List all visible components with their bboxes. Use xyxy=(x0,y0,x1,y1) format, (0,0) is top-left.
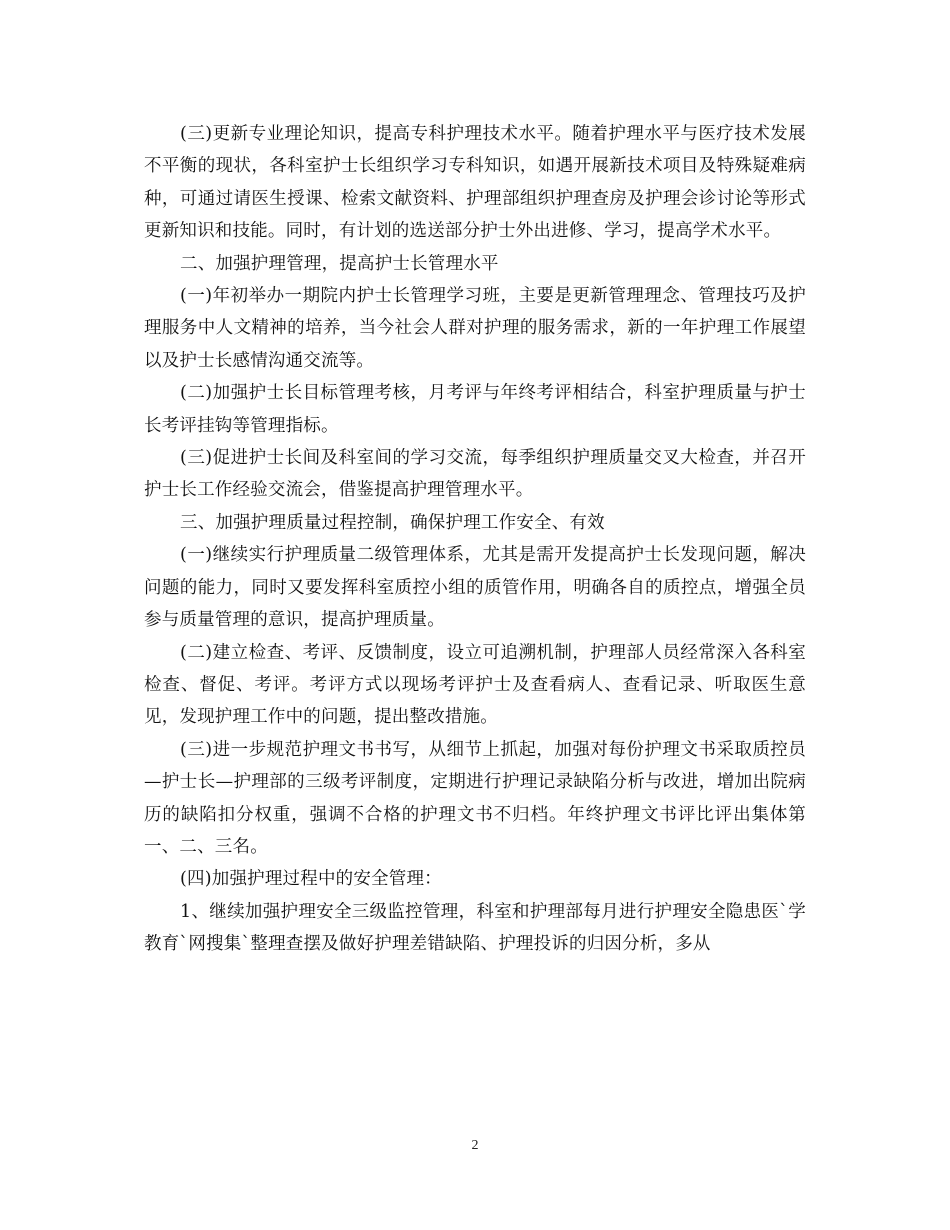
section-heading-3: 三、加强护理质量过程控制，确保护理工作安全、有效 xyxy=(180,512,605,533)
paragraph-safety-heading: (四)加强护理过程中的安全管理： xyxy=(180,869,442,890)
paragraph-target-assessment: (二)加强护士长目标管理考核，月考评与年终考评相结合，科室护理质量与护士长考评挂钩等管理指标。 xyxy=(144,383,806,436)
paragraph-safety-monitoring: 1、继续加强护理安全三级监控管理，科室和护理部每月进行护理安全隐患医`学教育`网搜集`整理查摆及做好护理差错缺陷、护理投诉的归因分析，多从 xyxy=(144,901,806,955)
page-number: 2 xyxy=(471,1138,479,1153)
paragraph-update-knowledge: (三)更新专业理论知识，提高专科护理技术水平。随着护理水平与医疗技术发展不平衡的现状，各科室护士长组织学习专科知识，如遇开展新技术项目及特殊疑难病种，可通过请医生授课、检索文献资料、护理部组织护理查房及护理会诊讨论等形式更新知识和技能。同时，有计划的选送部分护士外出进修、学习，提高学术水平。 xyxy=(144,124,806,242)
paragraph-inspection: (二)建立检查、考评、反馈制度，设立可追溯机制，护理部人员经常深入各科室检查、督促、考评。考评方式以现场考评护士及查看病人、查看记录、听取医生意见，发现护理工作中的问题，提出整改措施。 xyxy=(144,642,806,728)
paragraph-training-class: (一)年初举办一期院内护士长管理学习班，主要是更新管理理念、管理技巧及护理服务中人文精神的培养，当今社会人群对护理的服务需求，新的一年护理工作展望以及护士长感情沟通交流等。 xyxy=(144,286,806,371)
document-body xyxy=(144,118,806,961)
paragraph-exchange: (三)促进护士长间及科室间的学习交流，每季组织护理质量交叉大检查，并召开护士长工作经验交流会，借鉴提高护理管理水平。 xyxy=(144,448,806,501)
paragraph-documents: (三)进一步规范护理文书书写，从细节上抓起，加强对每份护理文书采取质控员—护士长—护理部的三级考评制度，定期进行护理记录缺陷分析与改进，增加出院病历的缺陷扣分权重，强调不合格的护理文书不归档。年终护理文书评比评出集体第一、二、三名。 xyxy=(144,739,806,857)
paragraph-quality-system: (一)继续实行护理质量二级管理体系，尤其是需开发提高护士长发现问题，解决问题的能力，同时又要发挥科室质控小组的质管作用，明确各自的质控点，增强全员参与质量管理的意识，提高护理质量。 xyxy=(144,545,806,631)
section-heading-2: 二、加强护理管理，提高护士长管理水平 xyxy=(180,253,499,274)
